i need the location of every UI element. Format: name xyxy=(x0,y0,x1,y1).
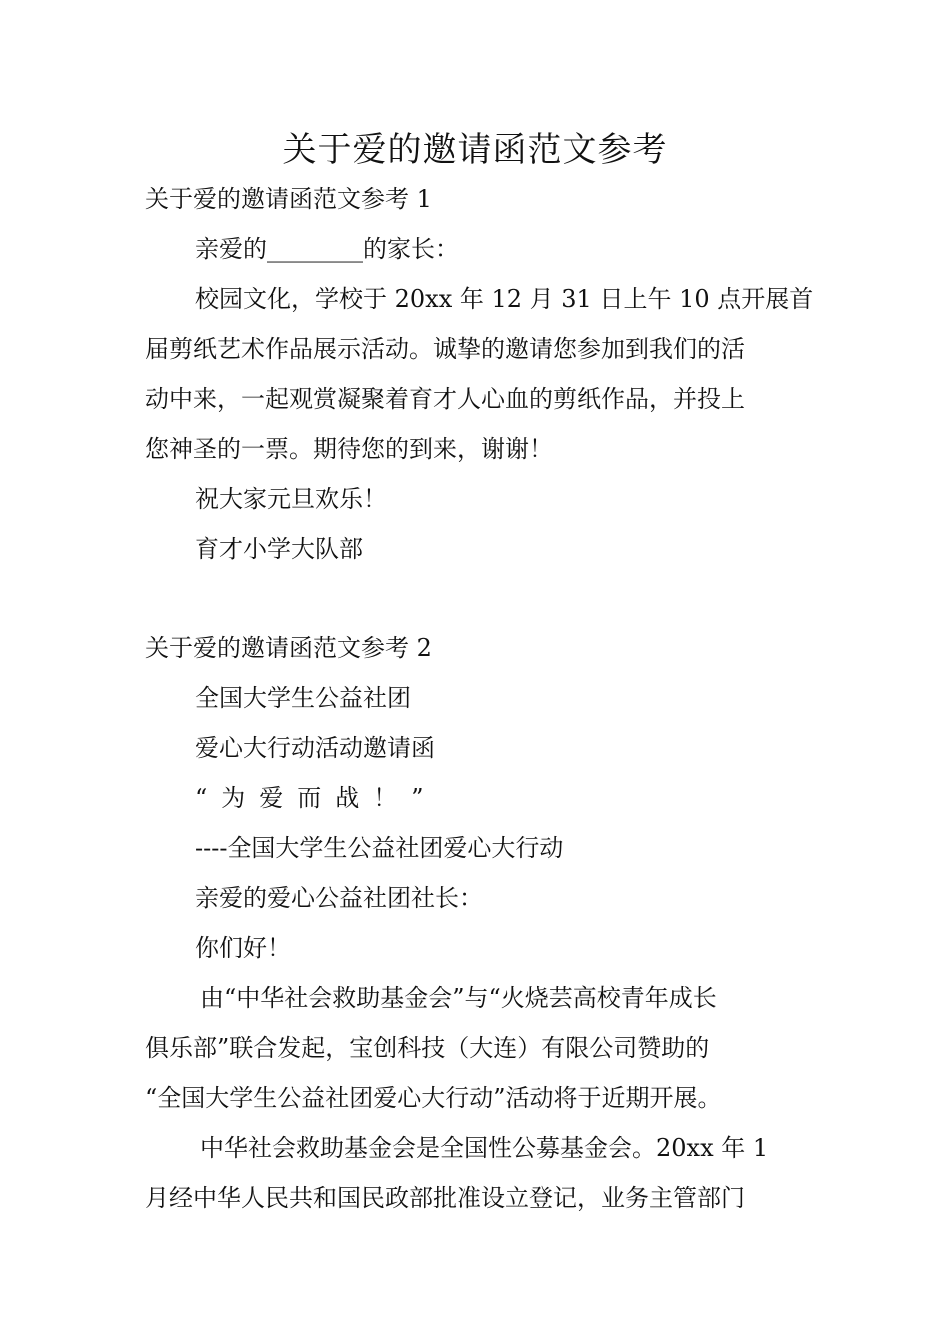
section1-para1-line1: 校园文化，学校于 20xx 年 12 月 31 日上午 10 点开展首 xyxy=(195,285,814,313)
section1-heading: 关于爱的邀请函范文参考 1 xyxy=(145,185,432,213)
section1-para1-line4: 您神圣的一票。期待您的到来，谢谢！ xyxy=(145,435,553,463)
section2-para1-line3: “全国大学生公益社团爱心大行动”活动将于近期开展。 xyxy=(145,1084,722,1112)
section2-hello: 你们好！ xyxy=(195,934,291,962)
section2-heading: 关于爱的邀请函范文参考 2 xyxy=(145,634,432,662)
section1-signature: 育才小学大队部 xyxy=(195,535,363,563)
section2-para2-line2: 月经中华人民共和国民政部批准设立登记，业务主管部门 xyxy=(145,1184,745,1212)
section2-para1-line2: 俱乐部”联合发起，宝创科技（大连）有限公司赞助的 xyxy=(145,1034,710,1062)
document-title: 关于爱的邀请函范文参考 xyxy=(282,130,668,170)
section1-wish: 祝大家元旦欢乐！ xyxy=(195,485,387,513)
section1-greeting: 亲爱的________的家长： xyxy=(195,235,459,263)
section2-tagline: ----全国大学生公益社团爱心大行动 xyxy=(195,834,564,862)
section2-para1-line1: 由“中华社会救助基金会”与“火烧芸高校青年成长 xyxy=(200,984,717,1012)
section2-para2-line1: 中华社会救助基金会是全国性公募基金会。20xx 年 1 xyxy=(200,1134,769,1162)
section1-para1-line3: 动中来，一起观赏凝聚着育才人心血的剪纸作品，并投上 xyxy=(145,385,745,413)
section2-greeting: 亲爱的爱心公益社团社长： xyxy=(195,884,483,912)
section2-slogan: “为爱而战！” xyxy=(195,784,438,812)
section1-para1-line2: 届剪纸艺术作品展示活动。诚挚的邀请您参加到我们的活 xyxy=(145,335,745,363)
section2-subject: 爱心大行动活动邀请函 xyxy=(195,734,435,762)
section2-org: 全国大学生公益社团 xyxy=(195,684,411,712)
